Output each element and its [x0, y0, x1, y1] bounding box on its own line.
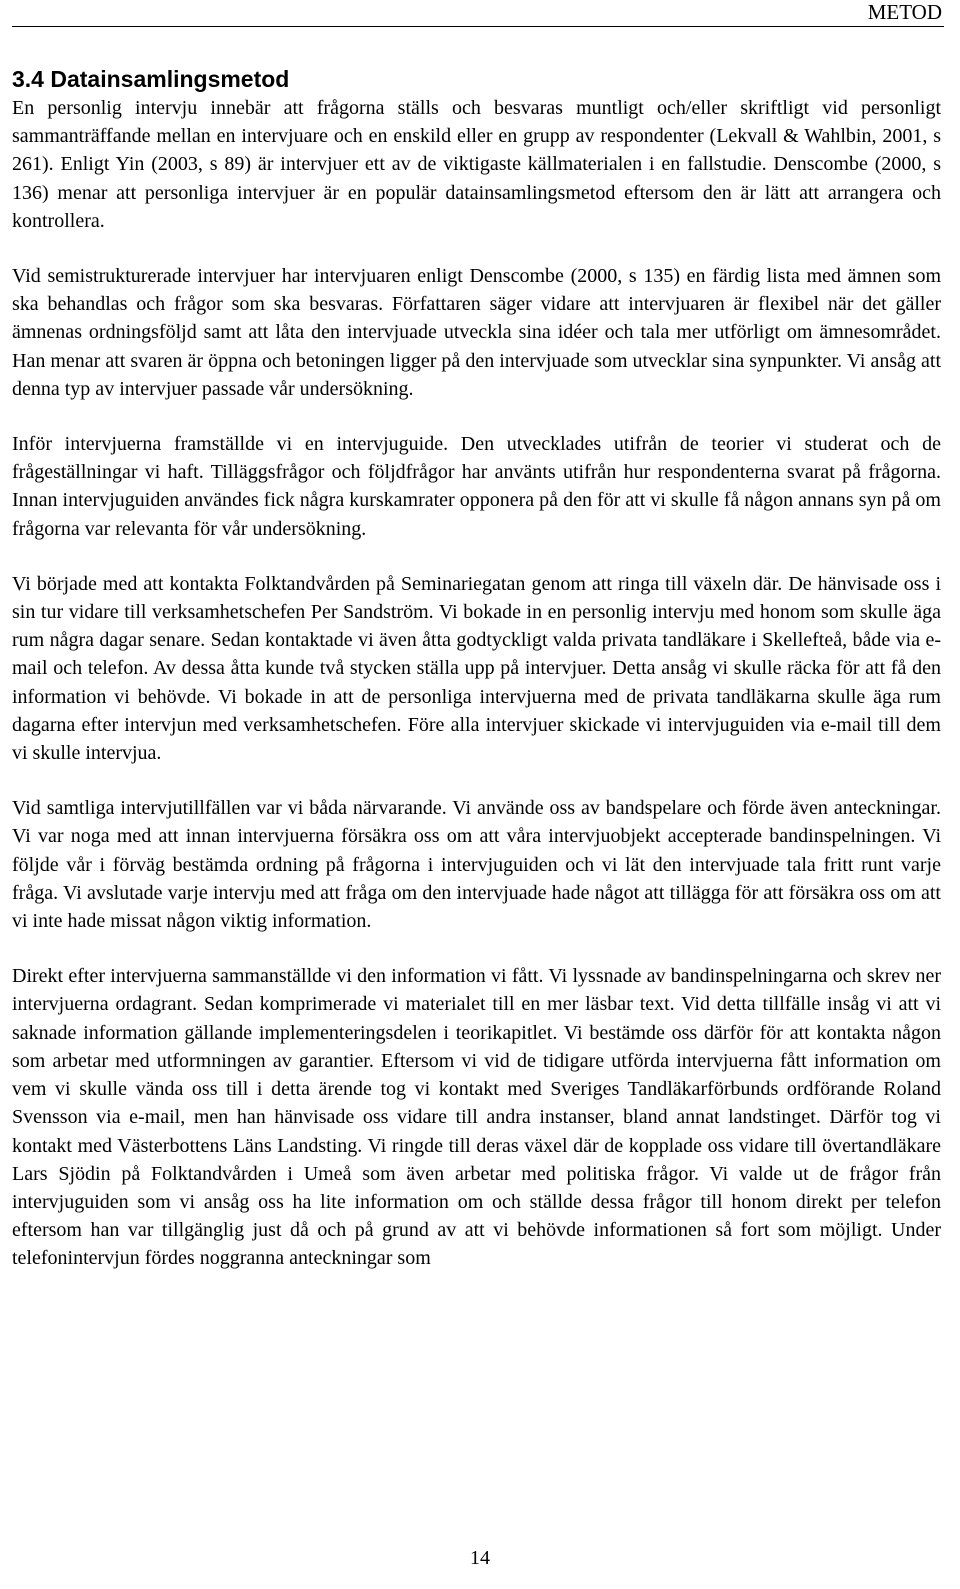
- paragraph-2: Vid semistrukturerade intervjuer har intervjuaren enligt Denscombe (2000, s 135) en färdig lista med ämnen som ska behandlas och frågor som ska besvaras. Författaren säger vidare att intervjuaren är flexibel när det gäller ämnenas ordningsföljd samt att låta den intervjuade utveckla sina idéer och tala mer utförligt om ämnesområdet. Han menar att svaren är öppna och betoningen ligger på den intervjuade som utvecklar sina synpunkter. Vi ansåg att denna typ av intervjuer passade vår undersökning.: [12, 265, 941, 400]
- page-number: 14: [470, 1547, 490, 1569]
- page-body: [12, 64, 941, 1300]
- paragraph-3: Inför intervjuerna framställde vi en intervjuguide. Den utvecklades utifrån de teorier vi studerat och de frågeställningar vi haft. Tilläggsfrågor och följdfrågor har använts utifrån hur respondenterna svarat på frågorna. Innan intervjuguiden användes fick några kurskamrater opponera på den för att vi skulle få någon annans syn på om frågorna var relevanta för vår undersökning.: [12, 433, 941, 540]
- paragraph-6: Direkt efter intervjuerna sammanställde vi den information vi fått. Vi lyssnade av bandinspelningarna och skrev ner intervjuerna ordagrant. Sedan komprimerade vi materialet till en mer läsbar text. Vid detta tillfälle insåg vi att vi saknade information gällande implementeringsdelen i teorikapitlet. Vi bestämde oss därför för att kontakta någon som arbetar med utformningen av garantier. Eftersom vi vid de tidigare utförda intervjuerna fått information om vem vi skulle vända oss till i detta ärende tog vi kontakt med Sveriges Tandläkarförbunds ordförande Roland Svensson via e-mail, men han hänvisade oss vidare till andra instanser, bland annat landstinget. Därför tog vi kontakt med Västerbottens Läns Landsting. Vi ringde till deras växel där de kopplade oss vidare till övertandläkare Lars Sjödin på Folktandvården i Umeå som även arbetar med politiska frågor. Vi valde ut de frågor från intervjuguiden som vi ansåg oss ha lite information om och ställde dessa frågor till honom direkt per telefon eftersom han var tillgänglig just då och på grund av att vi behövde informationen så fort som möjligt. Under telefonintervjun fördes noggranna anteckningar som: [12, 965, 941, 1270]
- chapter-label: METOD: [867, 0, 942, 24]
- page-header: [12, 0, 944, 27]
- paragraph-5: Vid samtliga intervjutillfällen var vi båda närvarande. Vi använde oss av bandspelare och förde även anteckningar. Vi var noga med att innan intervjuerna försäkra oss om att våra intervjuobjekt accepterade bandinspelningen. Vi följde vår i förväg bestämda ordning på frågorna i intervjuguiden och vi lät den intervjuade tala fritt runt varje fråga. Vi avslutade varje intervju med att fråga om den intervjuade hade något att tillägga för att försäkra oss om att vi inte hade missat någon viktig information.: [12, 797, 941, 933]
- paragraph-1: En personlig intervju innebär att frågorna ställs och besvaras muntligt och/eller skriftligt vid personligt sammanträffande mellan en intervjuare och en enskild eller en grupp av respondenter (Lekvall & Wahlbin, 2001, s 261). Enligt Yin (2003, s 89) är intervjuer ett av de viktigaste källmaterialen i en fallstudie. Denscombe (2000, s 136) menar att personliga intervjuer är en populär datainsamlingsmetod eftersom den är lätt att arrangera och kontrollera.: [12, 97, 941, 232]
- paragraph-4: Vi började med att kontakta Folktandvården på Seminariegatan genom att ringa till växeln där. De hänvisade oss i sin tur vidare till verksamhetschefen Per Sandström. Vi bokade in en personlig intervju med honom som skulle äga rum några dagar senare. Sedan kontaktade vi även åtta godtyckligt valda privata tandläkare i Skellefteå, både via e-mail och telefon. Av dessa åtta kunde två stycken ställa upp på intervjuer. Detta ansåg vi skulle räcka för att få den information vi behövde. Vi bokade in att de personliga intervjuerna med de privata tandläkarna skulle äga rum dagarna efter intervjun med verksamhetschefen. Före alla intervjuer skickade vi intervjuguiden via e-mail till dem vi skulle intervjua.: [12, 572, 941, 765]
- section-heading: 3.4 Datainsamlingsmetod: [12, 66, 290, 92]
